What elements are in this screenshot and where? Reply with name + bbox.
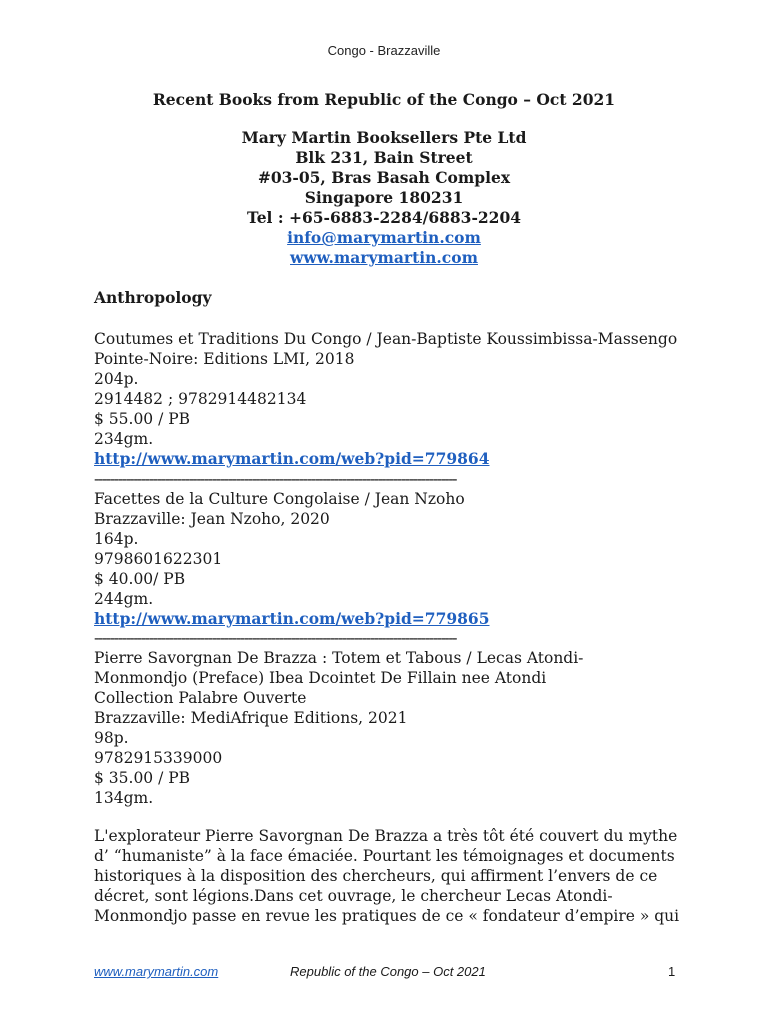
page-number: 1 [668,964,676,979]
book-weight: 234gm. [94,430,154,448]
book-series: Collection Palabre Ouverte [94,689,307,707]
company-name: Mary Martin Booksellers Pte Ltd [241,128,527,147]
book-pages: 98p. [94,729,129,747]
book-publisher: Brazzaville: Jean Nzoho, 2020 [94,510,330,528]
book-weight: 244gm. [94,590,154,608]
document-title [0,90,768,110]
telephone: Tel : +65-6883-2284/6883-2204 [246,208,522,227]
book-title-author: Facettes de la Culture Congolaise / Jean Nzoho [94,490,465,508]
book-publisher: Brazzaville: MediAfrique Editions, 2021 [94,709,408,727]
book-pages: 164p. [94,530,139,548]
divider: -------------------------------------------------------------------------------------------- [94,470,457,488]
book-publisher: Pointe-Noire: Editions LMI, 2018 [94,350,355,368]
book-title-author: Coutumes et Traditions Du Congo / Jean-Baptiste Koussimbissa-Massengo [94,330,678,348]
address-line-1: Blk 231, Bain Street [295,148,473,167]
running-header: Congo - Brazzaville [327,43,441,58]
description-line: décret, sont légions.Dans cet ouvrage, le chercheur Lecas Atondi- [94,887,613,905]
book-entry-3 [94,648,694,808]
section-heading-anthropology: Anthropology [94,288,212,307]
book-isbn: 9798601622301 [94,550,223,568]
book-pages: 204p. [94,370,139,388]
description-line: L'explorateur Pierre Savorgnan De Brazza a très tôt été couvert du mythe [94,827,678,845]
email-link[interactable]: info@marymartin.com [287,228,481,247]
book-weight: 134gm. [94,789,154,807]
book-entry-2 [94,489,694,629]
book-description [94,826,684,926]
book-isbn: 9782915339000 [94,749,223,767]
description-line: d’ “humaniste” à la face émaciée. Pourtant les témoignages et documents [94,847,675,865]
book-title-author: Pierre Savorgnan De Brazza : Totem et Tabous / Lecas Atondi- [94,649,584,667]
description-line: Monmondjo passe en revue les pratiques de ce « fondateur d’empire » qui [94,907,680,925]
footer-title: Republic of the Congo – Oct 2021 [290,964,486,979]
address-block [0,128,768,268]
website-link[interactable]: www.marymartin.com [290,248,478,267]
book-price: $ 40.00/ PB [94,570,186,588]
address-line-2: #03-05, Bras Basah Complex [257,168,511,187]
footer-website-link[interactable]: www.marymartin.com [94,964,219,979]
address-line-3: Singapore 180231 [304,188,464,207]
book-entry-1 [94,329,694,469]
divider: -------------------------------------------------------------------------------------------- [94,629,457,647]
book-price: $ 35.00 / PB [94,769,191,787]
title-text: Recent Books from Republic of the Congo – Oct 2021 [152,90,616,109]
book-link[interactable]: http://www.marymartin.com/web?pid=779865 [94,609,490,628]
book-isbn: 2914482 ; 9782914482134 [94,390,307,408]
book-link[interactable]: http://www.marymartin.com/web?pid=779864 [94,449,490,468]
book-title-author-cont: Monmondjo (Preface) Ibea Dcointet De Fillain nee Atondi [94,669,547,687]
book-price: $ 55.00 / PB [94,410,191,428]
description-line: historiques à la disposition des chercheurs, qui affirment l’envers de ce [94,867,658,885]
